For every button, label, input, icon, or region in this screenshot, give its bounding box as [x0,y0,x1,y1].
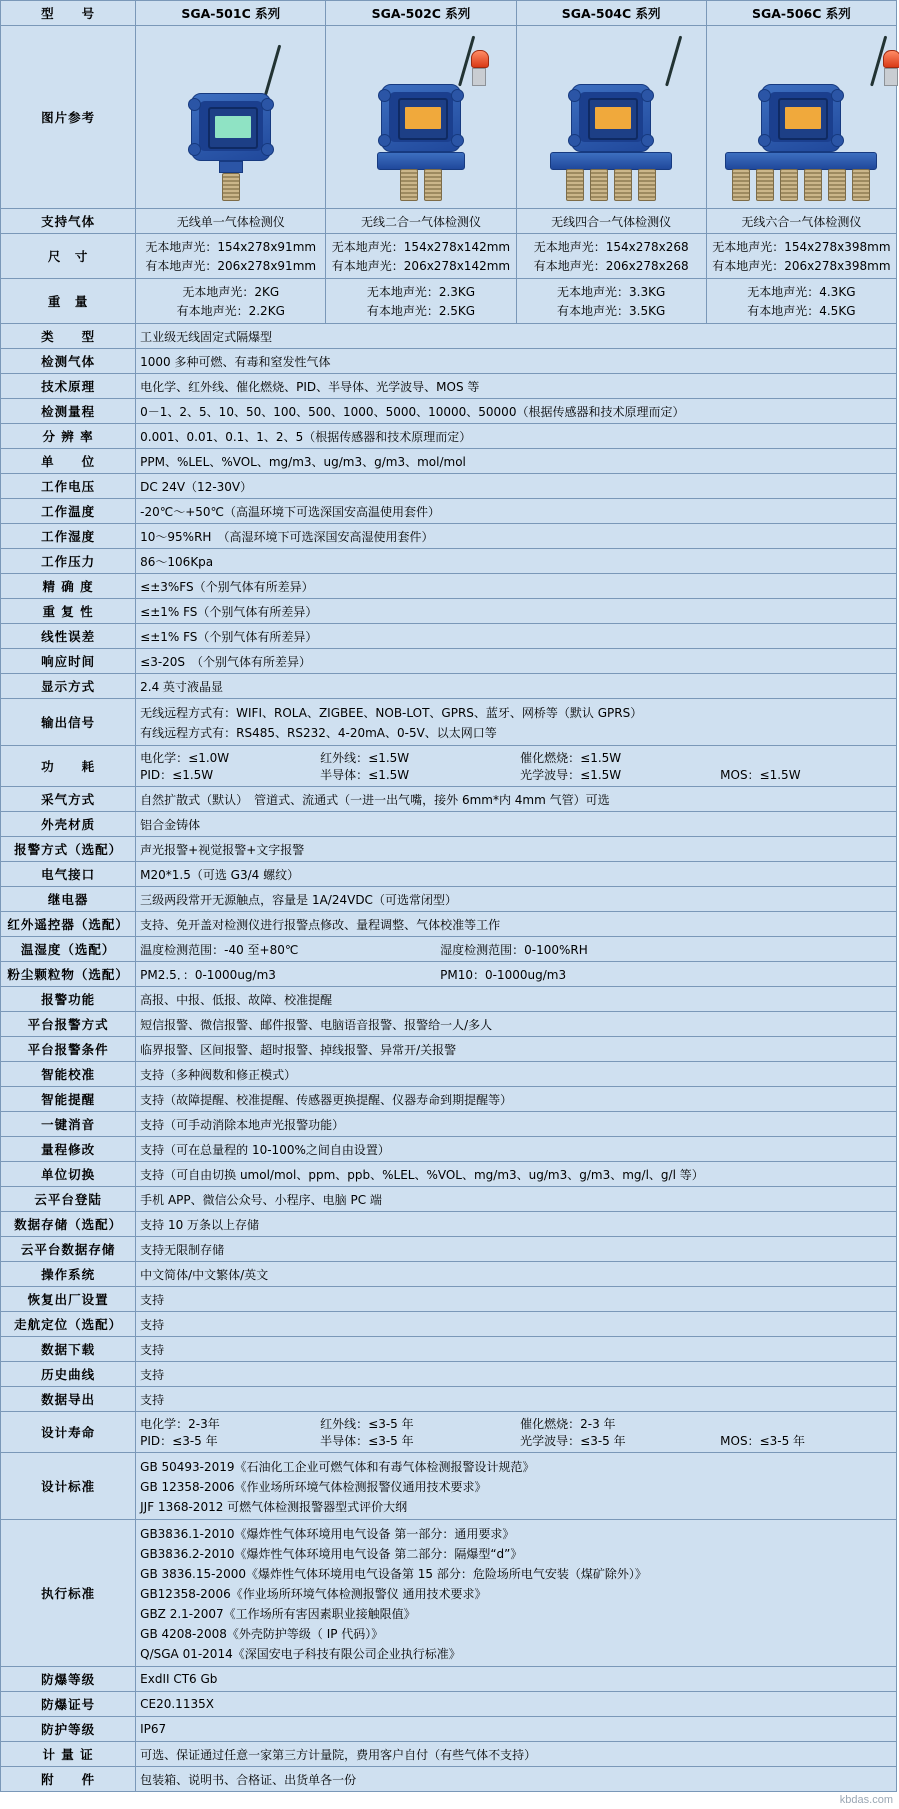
row-label-range: 检测量程 [1,399,136,424]
size-4 [706,234,896,279]
lifetime-mos: MOS：≤3-5 年 [720,1434,806,1448]
row-label-smart-calibration: 智能校准 [1,1062,136,1087]
table-row-ex-cert [1,1692,897,1717]
row-value-factory-reset: 支持 [136,1287,897,1312]
lifetime-pid: PID：≤3-5 年 [140,1434,218,1448]
output-signal-wireless: 无线远程方式有：WIFI、ROLA、ZIGBEE、NOB-LOT、GPRS、蓝牙、网桥等（默认 GPRS） [140,705,643,720]
row-value-humidity: 10～95%RH （高湿环境下可选深国安高湿使用套件） [136,524,897,549]
row-value-technology: 电化学、红外线、催化燃烧、PID、半导体、光学波导、MOS 等 [136,374,897,399]
row-value-range-modify: 支持（可在总量程的 10-100%之间自由设置） [136,1137,897,1162]
table-row-design-lifetime [1,1412,897,1453]
row-value-data-storage: 支持 10 万条以上存储 [136,1212,897,1237]
row-value-unit-switch: 支持（可自由切换 umol/mol、ppm、ppb、%LEL、%VOL、mg/m3、ug/m3、g/m3、mg/l、g/l 等） [136,1162,897,1187]
table-row-power [1,746,897,787]
sensor-probe [400,169,418,201]
row-value-resolution: 0.001、0.01、0.1、1、2、5（根据传感器和技术原理而定） [136,424,897,449]
table-row-repeatability [1,599,897,624]
row-value-alarm-function: 高报、中报、低报、故障、校准提醒 [136,987,897,1012]
table-row-temperature [1,499,897,524]
table-row-relay [1,887,897,912]
row-label-ir-remote: 红外遥控器（选配） [1,912,136,937]
size-2-with-alarm: 有本地声光：206x278x142mm [331,259,511,273]
sensor-probe [638,169,656,201]
table-row-model-header [1,1,897,26]
size-2-without-alarm: 无本地声光：154x278x142mm [331,240,511,254]
size-3-with-alarm: 有本地声光：206x278x268 [533,259,689,273]
table-row-ex-grade [1,1667,897,1692]
table-row-output-signal [1,699,897,746]
row-value-ex-grade: ExdII CT6 Gb [136,1667,897,1692]
sensor-probe [222,173,240,201]
row-label-unit-switch: 单位切换 [1,1162,136,1187]
antenna-icon [264,45,281,96]
antenna-icon [665,36,682,87]
row-label-linearity: 线性误差 [1,624,136,649]
row-value-design-standard [136,1453,897,1520]
row-label-unit: 单 位 [1,449,136,474]
table-row-range-modify [1,1137,897,1162]
row-value-display: 2.4 英寸液晶显 [136,674,897,699]
row-label-image-reference: 图片参考 [1,26,136,209]
pm10-range: PM10：0-1000ug/m3 [440,967,567,982]
table-row-unit-switch [1,1162,897,1187]
table-row-alarm-function [1,987,897,1012]
table-row-cloud-storage [1,1237,897,1262]
table-row-range [1,399,897,424]
row-label-pressure: 工作压力 [1,549,136,574]
row-label-weight: 重 量 [1,279,136,324]
row-label-data-download: 数据下载 [1,1337,136,1362]
row-label-repeatability: 重 复 性 [1,599,136,624]
lifetime-electrochemical: 电化学：2-3年 [140,1417,220,1431]
device-illustration-dual [330,29,511,205]
row-value-cloud-login: 手机 APP、微信公众号、小程序、电脑 PC 端 [136,1187,897,1212]
weight-4-with-alarm: 有本地声光：4.5KG [747,304,856,318]
row-value-unit: PPM、%LEL、%VOL、mg/m3、ug/m3、g/m3、mol/mol [136,449,897,474]
row-value-os: 中文简体/中文繁体/英文 [136,1262,897,1287]
power-semiconductor: 半导体：≤1.5W [320,768,410,782]
row-value-range: 0－1、2、5、10、50、100、500、1000、5000、10000、50000（根据传感器和技术原理而定） [136,399,897,424]
table-row-platform-alarm-condition [1,1037,897,1062]
row-label-alarm-mode: 报警方式（选配） [1,837,136,862]
row-label-mute: 一键消音 [1,1112,136,1137]
size-3 [516,234,706,279]
row-label-platform-alarm-mode: 平台报警方式 [1,1012,136,1037]
row-label-accuracy: 精 确 度 [1,574,136,599]
row-label-resolution: 分 辨 率 [1,424,136,449]
power-optical: 光学波导：≤1.5W [520,768,622,782]
exec-standard-line: GB3836.1-2010《爆炸性气体环境用电气设备 第一部分：通用要求》 [140,1526,515,1541]
table-row-type [1,324,897,349]
row-value-smart-reminder: 支持（故障提醒、校准提醒、传感器更换提醒、仪器寿命到期提醒等） [136,1087,897,1112]
sensor-probe [566,169,584,201]
row-value-accuracy: ≤±3%FS（个别气体有所差异） [136,574,897,599]
row-value-relay: 三级两段常开无源触点，容量是 1A/24VDC（可选常闭型） [136,887,897,912]
product-image-502c [326,26,516,209]
weight-3 [516,279,706,324]
row-label-housing: 外壳材质 [1,812,136,837]
model-name-1: SGA-501C 系列 [136,1,326,26]
model-name-2: SGA-502C 系列 [326,1,516,26]
row-label-accessories: 附 件 [1,1767,136,1792]
row-value-temp-humidity-option [136,937,897,962]
table-row-exec-standard [1,1520,897,1667]
row-label-smart-reminder: 智能提醒 [1,1087,136,1112]
size-1-with-alarm: 有本地声光：206x278x91mm [145,259,317,273]
row-value-sampling: 自然扩散式（默认） 管道式、流通式（一进一出气嘴，接外 6mm*内 4mm 气管）可选 [136,787,897,812]
row-value-platform-alarm-condition: 临界报警、区间报警、超时报警、掉线报警、异常开/关报警 [136,1037,897,1062]
table-row-resolution [1,424,897,449]
row-value-ex-cert: CE20.1135X [136,1692,897,1717]
strobe-alarm-icon [883,50,899,84]
row-value-history-curve: 支持 [136,1362,897,1387]
row-label-model: 型 号 [1,1,136,26]
weight-3-without-alarm: 无本地声光：3.3KG [557,285,666,299]
row-label-platform-alarm-condition: 平台报警条件 [1,1037,136,1062]
row-value-electrical-interface: M20*1.5（可选 G3/4 螺纹） [136,862,897,887]
row-label-design-standard: 设计标准 [1,1453,136,1520]
exec-standard-line: GB 3836.15-2000《爆炸性气体环境用电气设备第 15 部分：危险场所电气安装（煤矿除外）》 [140,1566,647,1581]
row-label-display: 显示方式 [1,674,136,699]
exec-standard-line: GB3836.2-2010《爆炸性气体环境用电气设备 第二部分：隔爆型“d”》 [140,1546,523,1561]
weight-1 [136,279,326,324]
exec-standard-line: Q/SGA 01-2014《深国安电子科技有限公司企业执行标准》 [140,1646,461,1661]
table-row-metrology-cert [1,1742,897,1767]
pm25-range: PM2.5．：0-1000ug/m3 [140,967,276,982]
exec-standard-line: GB 4208-2008《外壳防护等级（ IP 代码）》 [140,1626,384,1641]
device-illustration-hex [711,29,892,205]
table-row-humidity [1,524,897,549]
power-catalytic: 催化燃烧：≤1.5W [520,751,622,765]
power-pid: PID：≤1.5W [140,768,214,782]
lifetime-infrared: 红外线：≤3-5 年 [320,1417,414,1431]
model-name-4: SGA-506C 系列 [706,1,896,26]
table-row-linearity [1,624,897,649]
row-value-linearity: ≤±1% FS（个别气体有所差异） [136,624,897,649]
row-label-response-time: 响应时间 [1,649,136,674]
table-row-dust-option [1,962,897,987]
row-label-power: 功 耗 [1,746,136,787]
table-row-display [1,674,897,699]
row-label-cloud-storage: 云平台数据存储 [1,1237,136,1262]
row-label-type: 类 型 [1,324,136,349]
row-value-design-lifetime [136,1412,897,1453]
table-row-temp-humidity-option [1,937,897,962]
sensor-probe [852,169,870,201]
row-value-metrology-cert: 可选、保证通过任意一家第三方计量院，费用客户自付（有些气体不支持） [136,1742,897,1767]
row-value-power [136,746,897,787]
product-image-501c [136,26,326,209]
table-row-unit [1,449,897,474]
row-label-metrology-cert: 计 量 证 [1,1742,136,1767]
size-1 [136,234,326,279]
row-value-dust-option [136,962,897,987]
lifetime-semiconductor: 半导体：≤3-5 年 [320,1434,414,1448]
table-row-os [1,1262,897,1287]
table-row-image-reference [1,26,897,209]
row-value-smart-calibration: 支持（多种阀数和修正模式） [136,1062,897,1087]
exec-standard-line: GBZ 2.1-2007《工作场所有害因素职业接触限值》 [140,1606,416,1621]
row-label-voltage: 工作电压 [1,474,136,499]
design-standard-line: GB 50493-2019《石油化工企业可燃气体和有毒气体检测报警设计规范》 [140,1459,535,1474]
power-mos: MOS：≤1.5W [720,768,801,782]
table-row-mobile-positioning [1,1312,897,1337]
row-value-data-export: 支持 [136,1387,897,1412]
row-value-response-time: ≤3-20S （个别气体有所差异） [136,649,897,674]
table-row-housing [1,812,897,837]
row-label-range-modify: 量程修改 [1,1137,136,1162]
row-value-housing: 铝合金铸体 [136,812,897,837]
weight-1-without-alarm: 无本地声光：2KG [182,285,280,299]
row-label-ex-cert: 防爆证号 [1,1692,136,1717]
table-row-electrical-interface [1,862,897,887]
table-row-ir-remote [1,912,897,937]
power-row-2 [140,766,892,783]
table-row-voltage [1,474,897,499]
row-label-output-signal: 输出信号 [1,699,136,746]
exec-standard-line: GB12358-2006《作业场所环境气体检测报警仪 通用技术要求》 [140,1586,487,1601]
row-label-design-lifetime: 设计寿命 [1,1412,136,1453]
table-row-design-standard [1,1453,897,1520]
row-label-support-gas: 支持气体 [1,209,136,234]
row-label-history-curve: 历史曲线 [1,1362,136,1387]
size-1-without-alarm: 无本地声光：154x278x91mm [145,240,317,254]
table-row-detect-gas [1,349,897,374]
table-row-ip-grade [1,1717,897,1742]
size-4-with-alarm: 有本地声光：206x278x398mm [712,259,891,273]
table-row-accessories [1,1767,897,1792]
row-value-cloud-storage: 支持无限制存储 [136,1237,897,1262]
lifetime-row-2 [140,1432,892,1449]
output-signal-wired: 有线远程方式有：RS485、RS232、4-20mA、0-5V、以太网口等 [140,725,497,740]
table-row-response-time [1,649,897,674]
row-value-voltage: DC 24V（12-30V） [136,474,897,499]
table-row-history-curve [1,1362,897,1387]
support-gas-3: 无线四合一气体检测仪 [516,209,706,234]
row-label-technology: 技术原理 [1,374,136,399]
table-row-cloud-login [1,1187,897,1212]
strobe-alarm-icon [471,50,487,84]
design-standard-line: JJF 1368-2012 可燃气体检测报警器型式评价大纲 [140,1499,408,1514]
row-label-data-export: 数据导出 [1,1387,136,1412]
table-row-data-export [1,1387,897,1412]
temp-range: 温度检测范围：-40 至+80℃ [140,942,299,957]
weight-1-with-alarm: 有本地声光：2.2KG [176,304,285,318]
row-value-data-download: 支持 [136,1337,897,1362]
row-value-mobile-positioning: 支持 [136,1312,897,1337]
design-standard-line: GB 12358-2006《作业场所环境气体检测报警仪通用技术要求》 [140,1479,487,1494]
row-label-mobile-positioning: 走航定位（选配） [1,1312,136,1337]
row-label-factory-reset: 恢复出厂设置 [1,1287,136,1312]
product-image-504c [516,26,706,209]
table-row-sampling [1,787,897,812]
row-label-os: 操作系统 [1,1262,136,1287]
row-value-ir-remote: 支持、免开盖对检测仪进行报警点修改、量程调整、气体校准等工作 [136,912,897,937]
row-value-mute: 支持（可手动消除本地声光报警功能） [136,1112,897,1137]
row-label-temp-humidity-option: 温湿度（选配） [1,937,136,962]
sensor-probe [828,169,846,201]
row-label-size: 尺 寸 [1,234,136,279]
sensor-probe [732,169,750,201]
model-name-3: SGA-504C 系列 [516,1,706,26]
row-value-temperature: -20℃～+50℃（高温环境下可选深国安高温使用套件） [136,499,897,524]
row-label-relay: 继电器 [1,887,136,912]
weight-4-without-alarm: 无本地声光：4.3KG [747,285,856,299]
support-gas-2: 无线二合一气体检测仪 [326,209,516,234]
lifetime-optical: 光学波导：≤3-5 年 [520,1434,626,1448]
sensor-probe [780,169,798,201]
row-value-ip-grade: IP67 [136,1717,897,1742]
weight-2-with-alarm: 有本地声光：2.5KG [366,304,476,318]
row-label-dust-option: 粉尘颗粒物（选配） [1,962,136,987]
table-row-alarm-mode [1,837,897,862]
row-label-temperature: 工作温度 [1,499,136,524]
table-row-factory-reset [1,1287,897,1312]
device-illustration-single [140,29,321,205]
row-value-exec-standard [136,1520,897,1667]
table-row-data-storage [1,1212,897,1237]
row-label-alarm-function: 报警功能 [1,987,136,1012]
power-infrared: 红外线：≤1.5W [320,751,410,765]
table-row-smart-reminder [1,1087,897,1112]
table-row-platform-alarm-mode [1,1012,897,1037]
weight-4 [706,279,896,324]
weight-2 [326,279,516,324]
row-label-ip-grade: 防护等级 [1,1717,136,1742]
row-value-platform-alarm-mode: 短信报警、微信报警、邮件报警、电脑语音报警、报警给一人/多人 [136,1012,897,1037]
weight-2-without-alarm: 无本地声光：2.3KG [366,285,476,299]
row-value-alarm-mode: 声光报警+视觉报警+文字报警 [136,837,897,862]
product-image-506c [706,26,896,209]
sensor-probe [614,169,632,201]
sensor-probe [590,169,608,201]
size-3-without-alarm: 无本地声光：154x278x268 [533,240,689,254]
table-row-size [1,234,897,279]
sensor-probe [424,169,442,201]
lifetime-catalytic: 催化燃烧：2-3 年 [520,1417,616,1431]
table-row-data-download [1,1337,897,1362]
row-value-pressure: 86～106Kpa [136,549,897,574]
row-label-ex-grade: 防爆等级 [1,1667,136,1692]
support-gas-1: 无线单一气体检测仪 [136,209,326,234]
row-label-data-storage: 数据存储（选配） [1,1212,136,1237]
watermark: kbdas.com [839,1794,893,1806]
device-illustration-quad [521,29,702,205]
row-value-accessories: 包装箱、说明书、合格证、出货单各一份 [136,1767,897,1792]
row-label-cloud-login: 云平台登陆 [1,1187,136,1212]
row-value-output-signal [136,699,897,746]
size-4-without-alarm: 无本地声光：154x278x398mm [712,240,891,254]
table-row-technology [1,374,897,399]
power-electrochemical: 电化学：≤1.0W [140,751,230,765]
humidity-range: 湿度检测范围：0-100%RH [440,942,588,957]
row-value-type: 工业级无线固定式隔爆型 [136,324,897,349]
row-value-repeatability: ≤±1% FS（个别气体有所差异） [136,599,897,624]
sensor-probe [804,169,822,201]
row-label-exec-standard: 执行标准 [1,1520,136,1667]
sensor-probe [756,169,774,201]
row-label-detect-gas: 检测气体 [1,349,136,374]
row-value-detect-gas: 1000 多种可燃、有毒和窒发性气体 [136,349,897,374]
table-row-support-gas [1,209,897,234]
size-2 [326,234,516,279]
row-label-humidity: 工作湿度 [1,524,136,549]
support-gas-4: 无线六合一气体检测仪 [706,209,896,234]
row-label-sampling: 采气方式 [1,787,136,812]
table-row-mute [1,1112,897,1137]
table-row-accuracy [1,574,897,599]
row-label-electrical-interface: 电气接口 [1,862,136,887]
table-row-pressure [1,549,897,574]
lifetime-row-1 [140,1415,892,1432]
weight-3-with-alarm: 有本地声光：3.5KG [557,304,666,318]
table-row-weight [1,279,897,324]
power-row-1 [140,749,892,766]
table-row-smart-calibration [1,1062,897,1087]
